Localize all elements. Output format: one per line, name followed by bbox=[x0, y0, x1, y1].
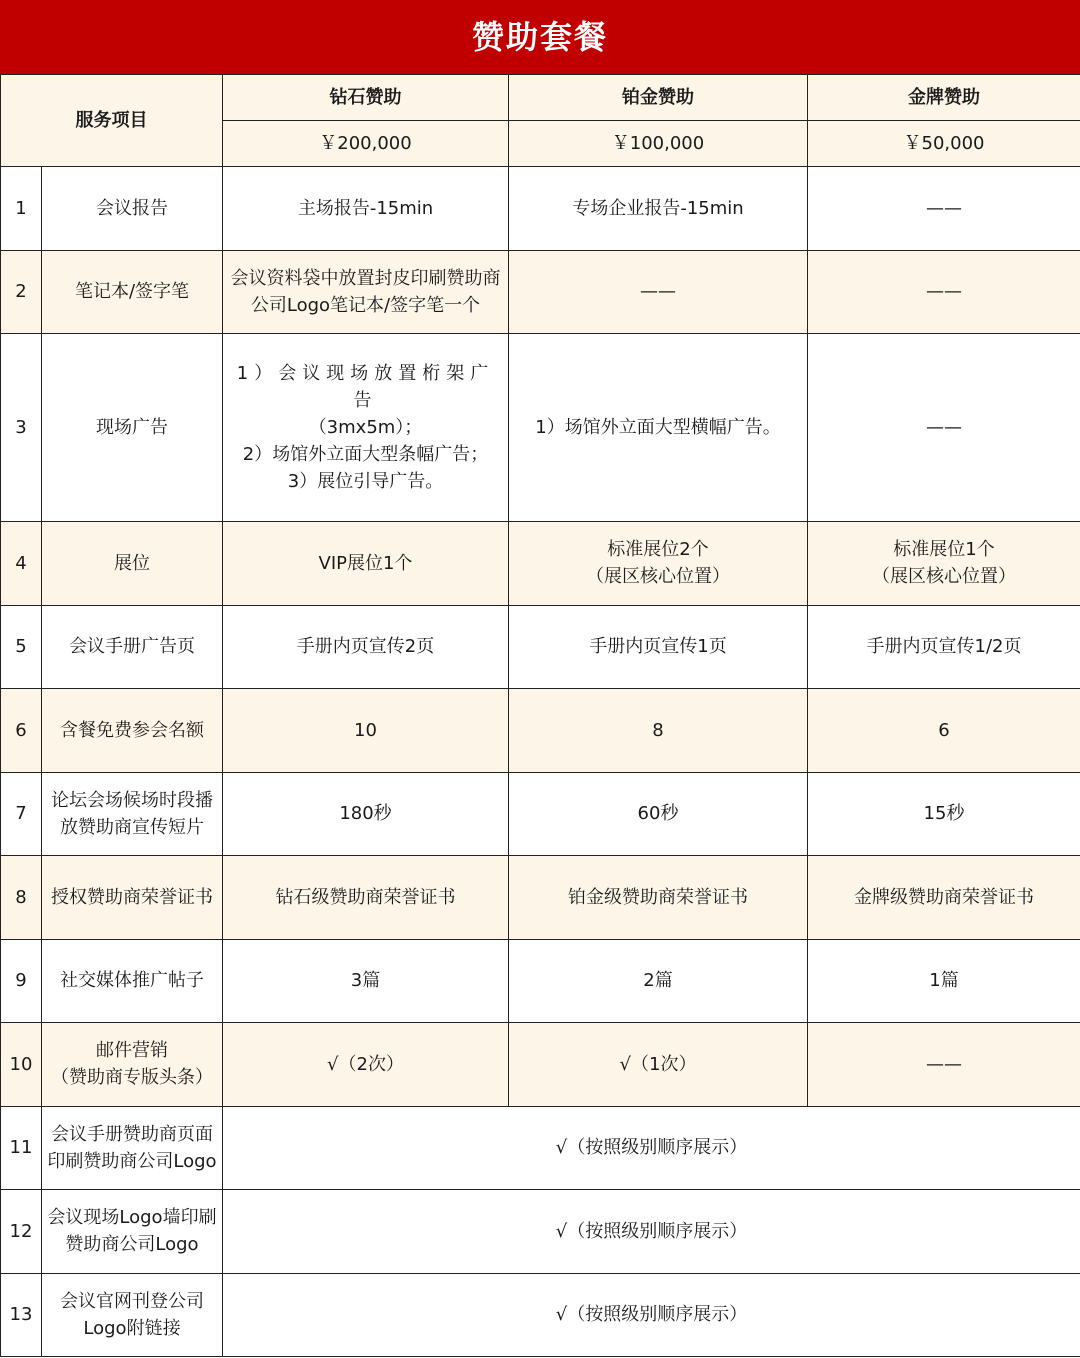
diamond-value: 10 bbox=[223, 689, 509, 773]
diamond-value: 3篇 bbox=[223, 939, 509, 1023]
table-row bbox=[1, 250, 1080, 334]
service-item: 含餐免费参会名额 bbox=[42, 689, 223, 773]
table-row bbox=[1, 1106, 1080, 1190]
diamond-value: 180秒 bbox=[223, 772, 509, 856]
service-item: 展位 bbox=[42, 522, 223, 606]
gold-value: —— bbox=[808, 1023, 1080, 1107]
sponsorship-table bbox=[0, 74, 1080, 1357]
all-tiers-value: √（按照级别顺序展示） bbox=[223, 1190, 1080, 1274]
tier-platinum-header: 铂金赞助 bbox=[509, 75, 808, 121]
gold-value: 15秒 bbox=[808, 772, 1080, 856]
tier-diamond-header: 钻石赞助 bbox=[223, 75, 509, 121]
service-item: 社交媒体推广帖子 bbox=[42, 939, 223, 1023]
row-number: 13 bbox=[1, 1273, 42, 1357]
service-item: 授权赞助商荣誉证书 bbox=[42, 856, 223, 940]
header-row-tiers bbox=[1, 75, 1080, 121]
row-number: 7 bbox=[1, 772, 42, 856]
platinum-value: —— bbox=[509, 250, 808, 334]
all-tiers-value: √（按照级别顺序展示） bbox=[223, 1106, 1080, 1190]
gold-line: （展区核心位置） bbox=[872, 566, 1016, 588]
row-number: 3 bbox=[1, 334, 42, 522]
platinum-value: 2篇 bbox=[509, 939, 808, 1023]
service-item: 会议现场Logo墙印刷赞助商公司Logo bbox=[42, 1190, 223, 1274]
page-title: 赞助套餐 bbox=[0, 0, 1080, 74]
diamond-line: 3）展位引导广告。 bbox=[287, 471, 444, 492]
diamond-line: （3mx5m）； bbox=[308, 417, 423, 438]
diamond-value: 钻石级赞助商荣誉证书 bbox=[223, 856, 509, 940]
platinum-value bbox=[509, 522, 808, 606]
platinum-value: 60秒 bbox=[509, 772, 808, 856]
table-row bbox=[1, 772, 1080, 856]
service-item: 会议报告 bbox=[42, 167, 223, 251]
table-row bbox=[1, 605, 1080, 689]
row-number: 11 bbox=[1, 1106, 42, 1190]
gold-value: —— bbox=[808, 334, 1080, 522]
table-row bbox=[1, 522, 1080, 606]
tier-gold-price: ￥50,000 bbox=[808, 121, 1080, 167]
service-item: 会议手册赞助商页面印刷赞助商公司Logo bbox=[42, 1106, 223, 1190]
platinum-line: 标准展位2个 bbox=[607, 539, 709, 561]
platinum-value: 铂金级赞助商荣誉证书 bbox=[509, 856, 808, 940]
gold-value: 金牌级赞助商荣誉证书 bbox=[808, 856, 1080, 940]
table-row bbox=[1, 334, 1080, 522]
row-number: 5 bbox=[1, 605, 42, 689]
row-number: 1 bbox=[1, 167, 42, 251]
table-row bbox=[1, 689, 1080, 773]
row-number: 6 bbox=[1, 689, 42, 773]
diamond-value: 手册内页宣传2页 bbox=[223, 605, 509, 689]
row-number: 12 bbox=[1, 1190, 42, 1274]
service-item-line: （赞助商专版头条） bbox=[51, 1067, 213, 1089]
gold-value: —— bbox=[808, 250, 1080, 334]
diamond-value bbox=[223, 334, 509, 522]
service-item: 会议手册广告页 bbox=[42, 605, 223, 689]
table-row bbox=[1, 1023, 1080, 1107]
tier-gold-header: 金牌赞助 bbox=[808, 75, 1080, 121]
service-item bbox=[42, 1023, 223, 1107]
table-row bbox=[1, 939, 1080, 1023]
service-item-line: 邮件营销 bbox=[96, 1040, 168, 1062]
platinum-value: 1）场馆外立面大型横幅广告。 bbox=[509, 334, 808, 522]
row-number: 8 bbox=[1, 856, 42, 940]
gold-value: —— bbox=[808, 167, 1080, 251]
table-row bbox=[1, 856, 1080, 940]
platinum-value: √（1次） bbox=[509, 1023, 808, 1107]
row-number: 10 bbox=[1, 1023, 42, 1107]
service-item: 现场广告 bbox=[42, 334, 223, 522]
table-row bbox=[1, 167, 1080, 251]
platinum-line: （展区核心位置） bbox=[586, 566, 730, 588]
platinum-value: 8 bbox=[509, 689, 808, 773]
diamond-line: 2）场馆外立面大型条幅广告； bbox=[242, 444, 489, 465]
all-tiers-value: √（按照级别顺序展示） bbox=[223, 1273, 1080, 1357]
diamond-line: 1）会议现场放置桁架广告 bbox=[236, 363, 495, 411]
gold-value: 6 bbox=[808, 689, 1080, 773]
diamond-value: VIP展位1个 bbox=[223, 522, 509, 606]
platinum-value: 专场企业报告-15min bbox=[509, 167, 808, 251]
gold-value bbox=[808, 522, 1080, 606]
row-number: 9 bbox=[1, 939, 42, 1023]
row-number: 2 bbox=[1, 250, 42, 334]
gold-line: 标准展位1个 bbox=[893, 539, 995, 561]
table-row bbox=[1, 1190, 1080, 1274]
tier-diamond-price: ￥200,000 bbox=[223, 121, 509, 167]
service-item: 论坛会场候场时段播放赞助商宣传短片 bbox=[42, 772, 223, 856]
service-items-header: 服务项目 bbox=[1, 75, 223, 167]
row-number: 4 bbox=[1, 522, 42, 606]
table-row bbox=[1, 1273, 1080, 1357]
diamond-value: 会议资料袋中放置封皮印刷赞助商公司Logo笔记本/签字笔一个 bbox=[223, 250, 509, 334]
tier-platinum-price: ￥100,000 bbox=[509, 121, 808, 167]
diamond-value: 主场报告-15min bbox=[223, 167, 509, 251]
platinum-value: 手册内页宣传1页 bbox=[509, 605, 808, 689]
service-item: 笔记本/签字笔 bbox=[42, 250, 223, 334]
service-item: 会议官网刊登公司Logo附链接 bbox=[42, 1273, 223, 1357]
gold-value: 1篇 bbox=[808, 939, 1080, 1023]
diamond-value: √（2次） bbox=[223, 1023, 509, 1107]
gold-value: 手册内页宣传1/2页 bbox=[808, 605, 1080, 689]
